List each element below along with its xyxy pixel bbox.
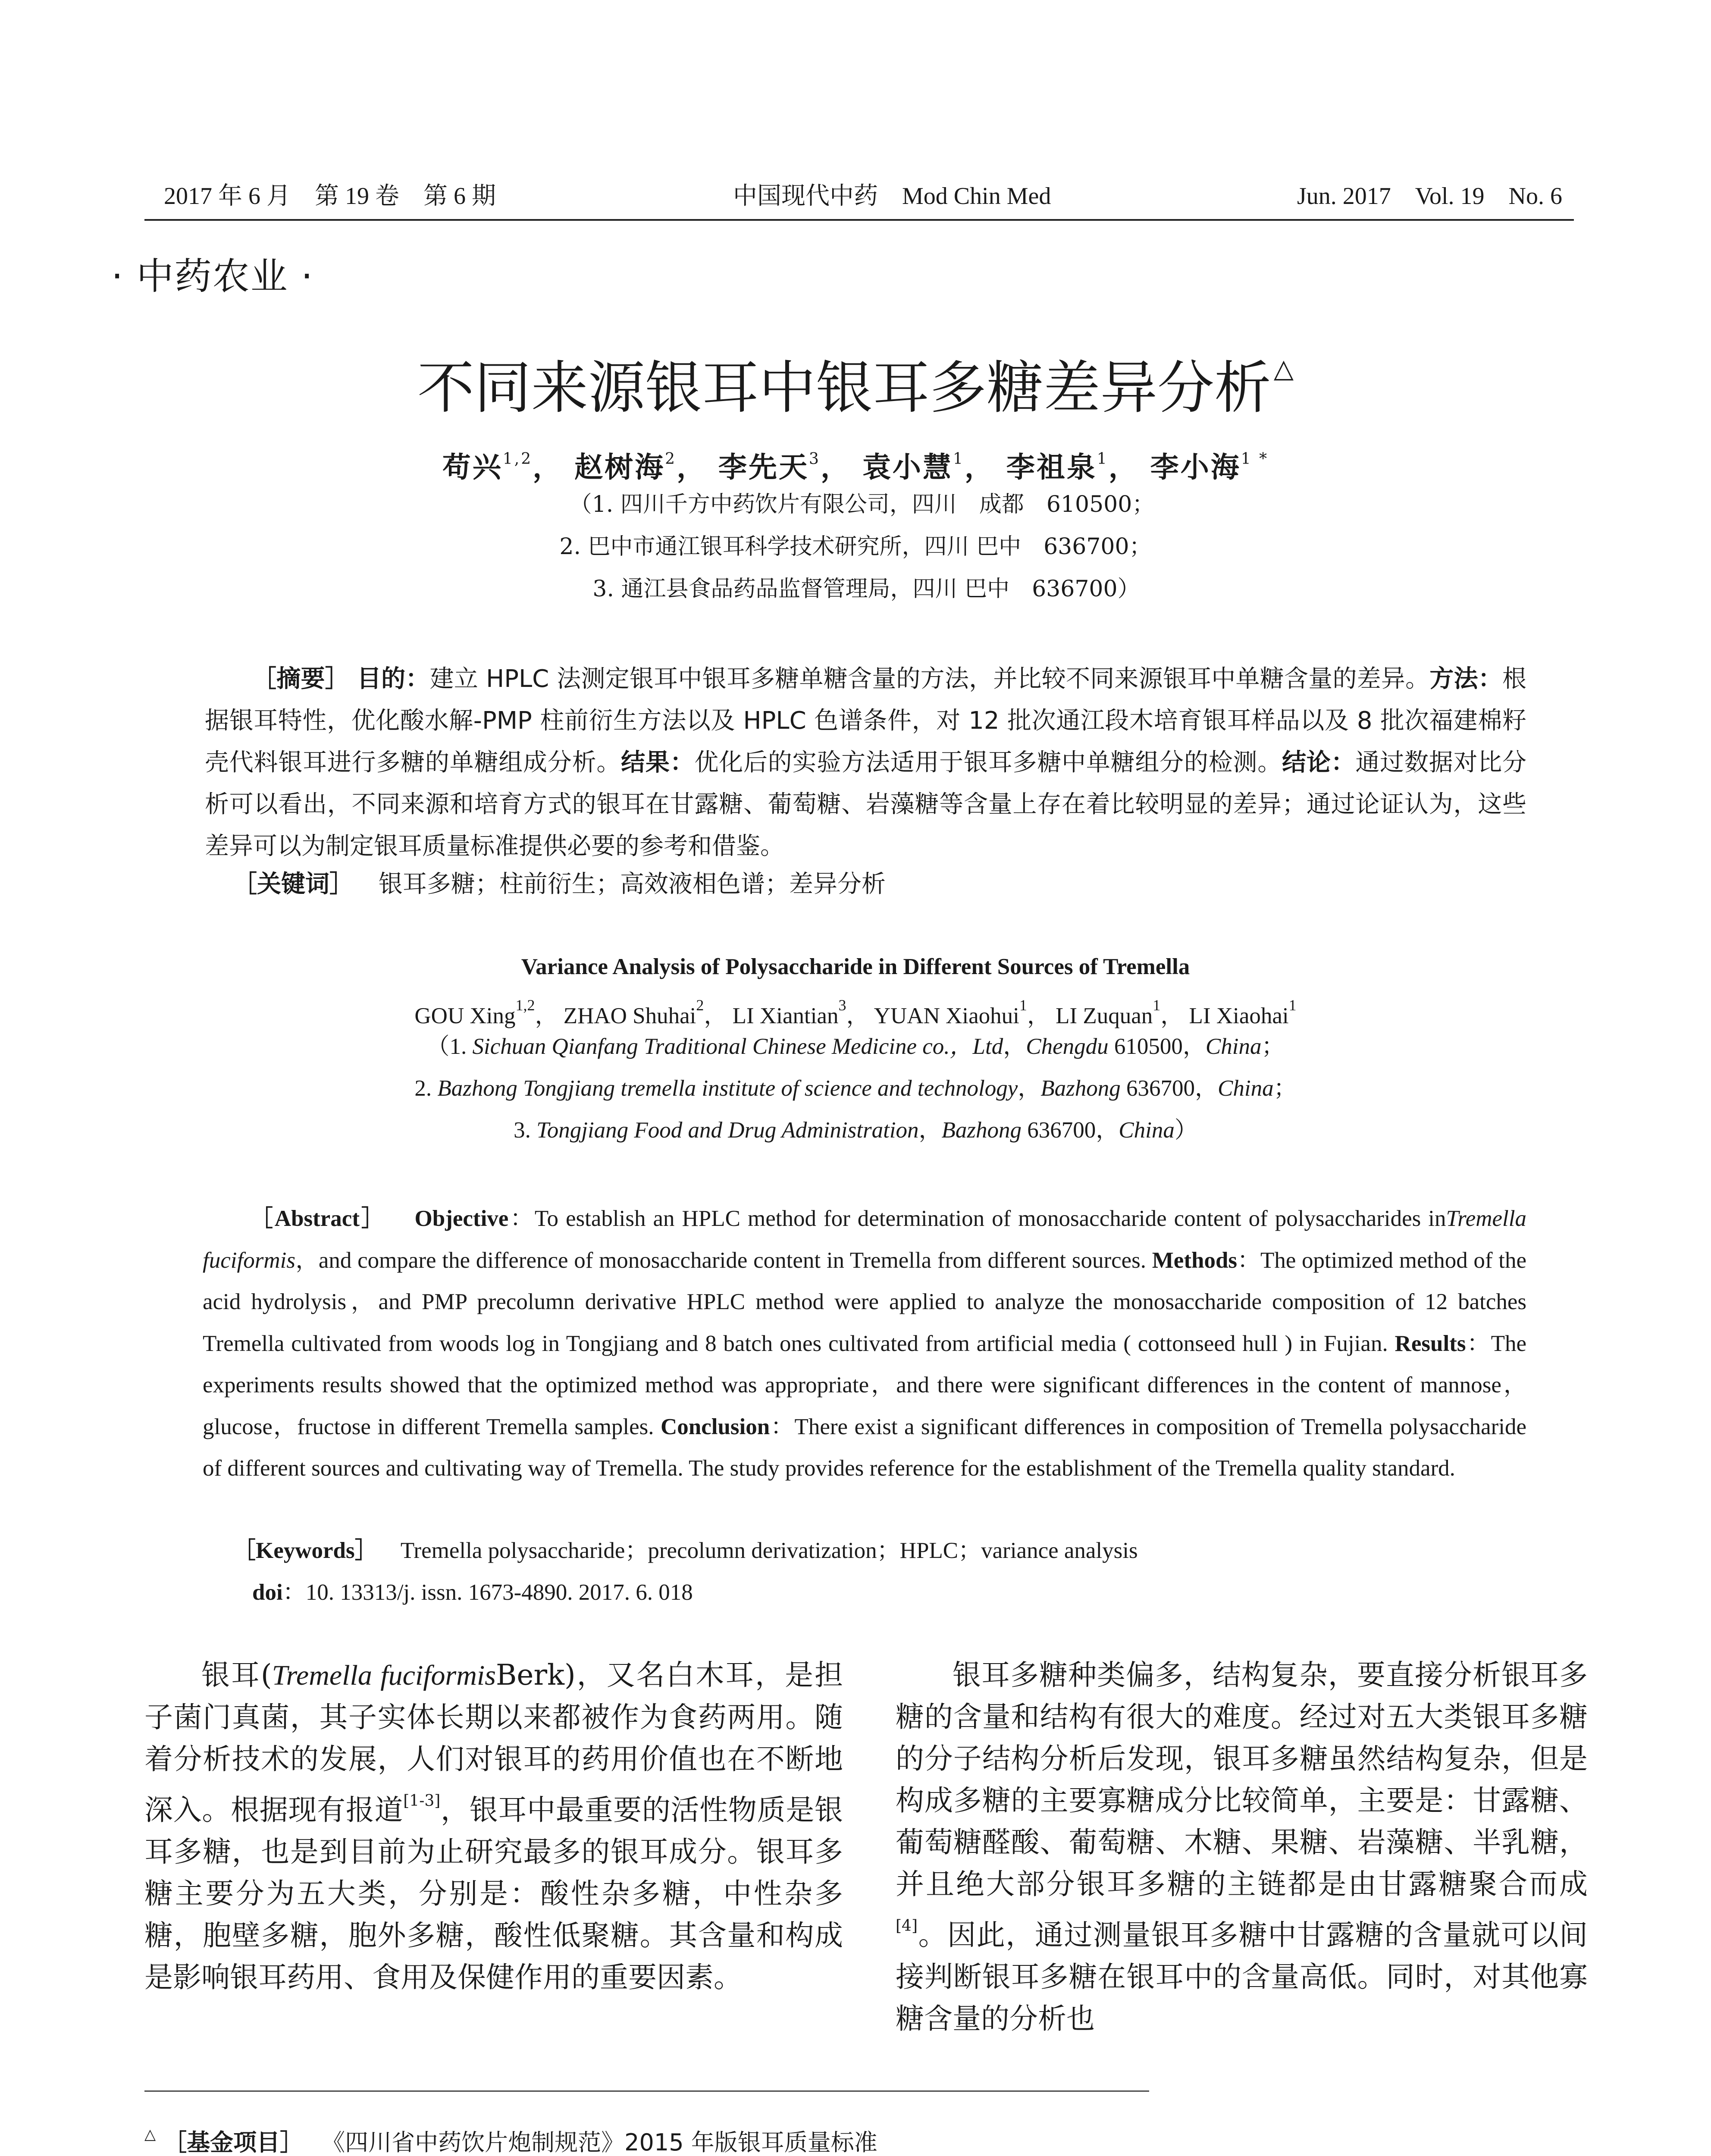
author-separator: ，: [964, 450, 995, 484]
affiliation-separator: ，: [918, 1118, 942, 1143]
abstract-en: [203, 1198, 1526, 1489]
affiliation-separator: ，: [1018, 1076, 1041, 1101]
abstract-cn-results: 优化后的实验方法适用于银耳多糖中单糖组分的检测。: [694, 749, 1282, 777]
keywords-cn: [233, 863, 886, 905]
affiliation-cn-1: （1. 四川千方中药饮片有限公司，四川 成都 610500；: [569, 492, 1155, 517]
article-title: [0, 332, 1711, 425]
abstract-en-objective-label: Objective: [414, 1206, 509, 1231]
author-separator: ，: [846, 1003, 869, 1028]
author-affiliation-sup: 2: [696, 997, 704, 1014]
abstract-en-methods-label: Methods: [1152, 1247, 1238, 1273]
authors-cn: [0, 440, 1711, 486]
author-separator: ，: [704, 1003, 727, 1028]
affiliation-prefix: 2.: [414, 1076, 438, 1101]
abstract-en-results: ：The experiments results showed that the optimized method was appropriate，and there were significant differences in the content of mannose，glucose，fructose in different Tremella samples.: [203, 1331, 1527, 1439]
affiliation-country: China: [1205, 1034, 1262, 1059]
author-name-en: GOU Xing: [414, 1003, 516, 1028]
keywords-cn-label: ［关键词］: [233, 870, 354, 898]
author-name-en: LI Xiantian: [732, 1003, 839, 1028]
affiliation-en-3: [0, 1113, 1711, 1147]
affiliation-end: ；: [1273, 1076, 1297, 1101]
body-column-left: [144, 1654, 843, 1998]
author-affiliation-sup: 1: [1097, 450, 1109, 468]
footnote-text: 《四川省中药饮片炮制规范》2015 年版银耳质量标准: [333, 2129, 877, 2156]
doi-label: doi: [252, 1580, 283, 1605]
body-paragraph: [896, 1654, 1588, 2040]
keywords-cn-text: 银耳多糖；柱前衍生；高效液相色谱；差异分析: [378, 870, 886, 898]
author-name: 李先天: [718, 450, 809, 484]
author-separator: ，: [1160, 1003, 1184, 1028]
abstract-en-objective-tail: ，and compare the difference of monosaccharide content in Tremella from different sources.: [295, 1247, 1147, 1273]
body-text: 。因此，通过测量银耳多糖中甘露糖的含量就可以间接判断银耳多糖在银耳中的含量高低。同时，对其他寡糖含量的分析也: [896, 1918, 1588, 2035]
header-issue-en: Jun. 2017 Vol. 19 No. 6: [1297, 183, 1562, 210]
keywords-en: [233, 1533, 1138, 1568]
author-name: 李小海: [1150, 450, 1241, 484]
affiliation-institution: Bazhong Tongjiang tremella institute of science and technology: [437, 1076, 1018, 1101]
abstract-en-conclusion-label: Conclusion: [660, 1414, 770, 1439]
abstract-cn-methods: 根据银耳特性，优化酸水解-PMP 柱前衍生方法以及 HPLC 色谱条件，对 12 批次通江段木培育银耳样品以及 8 批次福建棉籽壳代料银耳进行多糖的单糖组成分析。: [205, 665, 1527, 777]
header-journal-issue: 2017 年 6 月 第 19 卷 第 6 期: [164, 183, 496, 210]
author-separator: ，: [677, 450, 707, 484]
abstract-cn-objective-label: 目的：: [357, 665, 430, 693]
author-separator: ，: [1108, 450, 1139, 484]
author-name: 苟兴: [442, 450, 503, 484]
author-separator: ，: [1027, 1003, 1050, 1028]
author-affiliation-sup: 1: [1153, 997, 1161, 1014]
author-name: 赵树海: [574, 450, 665, 484]
section-tag: · 中药农业 ·: [111, 255, 314, 298]
author-name: 袁小慧: [862, 450, 953, 484]
citation-ref: [4]: [896, 1917, 918, 1935]
body-text: Berk)，又名白木耳，是担子菌门真菌，其子实体长期以来都被作为食药两用。随着分析技术的发展，人们对银耳的药用价值也在不断地深入。根据现有报道: [144, 1658, 843, 1827]
author-affiliation-sup: 3: [838, 997, 846, 1014]
abstract-cn-results-label: 结果：: [621, 749, 695, 777]
affiliation-end: ）: [1174, 1118, 1197, 1143]
author-affiliation-sup: 1,2: [502, 450, 533, 468]
abstract-cn-label: ［摘要］: [252, 665, 349, 693]
affiliation-city: Bazhong: [1040, 1076, 1121, 1101]
author-name: 李祖泉: [1006, 450, 1097, 484]
author-separator: ，: [535, 1003, 558, 1028]
author-affiliation-sup: 1: [953, 450, 965, 468]
abstract-en-methods: ：The optimized method of the acid hydrolysis，and PMP precolumn derivative HPLC method were applied to analyze the monosaccharide composition of 12 batches Tremella cultivated from woods log in Tongjiang and 8 batch ones cultivated from artificial media ( cottonseed hull ) in Fujian.: [203, 1247, 1526, 1356]
body-column-right: [896, 1654, 1588, 2040]
affiliation-separator: ，: [1003, 1034, 1026, 1059]
affiliation-end: ；: [1261, 1034, 1285, 1059]
affiliation-country: China: [1218, 1076, 1274, 1101]
doi-text: ：10. 13313/j. issn. 1673-4890. 2017. 6. 018: [282, 1580, 693, 1605]
header-rule: [144, 219, 1574, 221]
body-paragraph: [144, 1654, 843, 1998]
body-text: ，银耳中最重要的活性物质是银耳多糖，也是到目前为止研究最多的银耳成分。银耳多糖主要分为五大类，分别是：酸性杂多糖，中性杂多糖，胞壁多糖，胞外多糖，酸性低聚糖。其含量和构成是影响银耳药用、食用及保健作用的重要因素。: [144, 1793, 843, 1994]
keywords-en-label: ［Keywords］: [233, 1538, 378, 1563]
author-name-en: ZHAO Shuhai: [563, 1003, 696, 1028]
footnote-label: ［基金项目］: [163, 2129, 304, 2156]
abstract-cn-conclusion: 通过数据对比分析可以看出，不同来源和培育方式的银耳在甘露糖、葡萄糖、岩藻糖等含量上存在着比较明显的差异；通过论证认为，这些差异可以为制定银耳质量标准提供必要的参考和借鉴。: [205, 749, 1527, 860]
affiliation-cn-2: 2. 巴中市通江银耳科学技术研究所，四川 巴中 636700；: [559, 534, 1152, 560]
author-affiliation-sup: 1: [1288, 997, 1297, 1014]
affiliation-en-1: [0, 1029, 1711, 1064]
author-affiliation-sup: 2: [665, 450, 677, 468]
article-title-en: Variance Analysis of Polysaccharide in Different Sources of Tremella: [521, 954, 1190, 979]
affiliation-institution: Tongjiang Food and Drug Administration: [536, 1118, 919, 1143]
abstract-cn-methods-label: 方法：: [1429, 665, 1503, 693]
abstract-cn-conclusion-label: 结论：: [1282, 749, 1356, 777]
affiliation-country: China: [1119, 1118, 1175, 1143]
abstract-en-objective: ：To establish an HPLC method for determination of monosaccharide content of polysaccharides in: [508, 1206, 1446, 1231]
affiliation-prefix: （1.: [426, 1034, 473, 1059]
affiliation-cn-3: 3. 通江县食品药品监督管理局，四川 巴中 636700）: [592, 576, 1140, 602]
author-affiliation-sup: 1,2: [515, 997, 535, 1014]
footnote-mark: △: [144, 2126, 156, 2143]
authors-en: [0, 988, 1711, 1033]
author-name-en: LI Xiaohai: [1189, 1003, 1289, 1028]
body-text: 银耳(: [201, 1658, 272, 1692]
abstract-cn: [205, 658, 1526, 867]
author-affiliation-sup: 1 *: [1241, 450, 1269, 468]
affiliation-prefix: 3.: [514, 1118, 537, 1143]
header-journal-name: 中国现代中药 Mod Chin Med: [733, 183, 1051, 210]
abstract-en-label: ［Abstract］: [250, 1206, 386, 1231]
affiliation-postcode: 636700，: [1120, 1076, 1218, 1101]
author-affiliation-sup: 3: [809, 450, 821, 468]
citation-ref: [1-3]: [403, 1792, 441, 1810]
footnote-funding: [144, 2117, 877, 2156]
abstract-en-conclusion: ：There exist a significant differences in composition of Tremella polysaccharide of different sources and cultivating way of Tremella. The study provides reference for the establishment of the Tremella quality standard.: [203, 1414, 1527, 1481]
body-text: 银耳多糖种类偏多，结构复杂，要直接分析银耳多糖的含量和结构有很大的难度。经过对五大类银耳多糖的分子结构分析后发现，银耳多糖虽然结构复杂，但是构成多糖的主要寡糖成分比较简单，主要是：甘露糖、葡萄糖醛酸、葡萄糖、木糖、果糖、岩藻糖、半乳糖，并且绝大部分银耳多糖的主链都是由甘露糖聚合而成: [896, 1658, 1588, 1901]
affiliation-city: Bazhong: [941, 1118, 1022, 1143]
body-species: Tremella fuciformis: [272, 1660, 496, 1691]
affiliation-en-2: [0, 1071, 1711, 1106]
affiliation-city: Chengdu: [1026, 1034, 1109, 1059]
abstract-en-results-label: Results: [1394, 1331, 1466, 1356]
author-name-en: YUAN Xiaohui: [874, 1003, 1019, 1028]
author-separator: ，: [820, 450, 851, 484]
affiliation-postcode: 636700，: [1022, 1118, 1119, 1143]
footnote-rule: [144, 2090, 1149, 2092]
keywords-en-text: Tremella polysaccharide；precolumn derivatization；HPLC；variance analysis: [400, 1538, 1138, 1563]
abstract-en-species: Tremella fuciformis: [203, 1206, 1526, 1273]
author-separator: ，: [533, 450, 563, 484]
author-name-en: LI Zuquan: [1056, 1003, 1153, 1028]
abstract-cn-objective: 建立 HPLC 法测定银耳中银耳多糖单糖含量的方法，并比较不同来源银耳中单糖含量的差异。: [429, 665, 1430, 693]
affiliation-institution: Sichuan Qianfang Traditional Chinese Medicine co.，Ltd: [472, 1034, 1003, 1059]
title-text: 不同来源银耳中银耳多糖差异分析: [417, 355, 1271, 421]
doi: [252, 1575, 693, 1610]
author-affiliation-sup: 1: [1019, 997, 1027, 1014]
title-footnote-mark: △: [1273, 354, 1294, 384]
affiliation-postcode: 610500，: [1108, 1034, 1206, 1059]
